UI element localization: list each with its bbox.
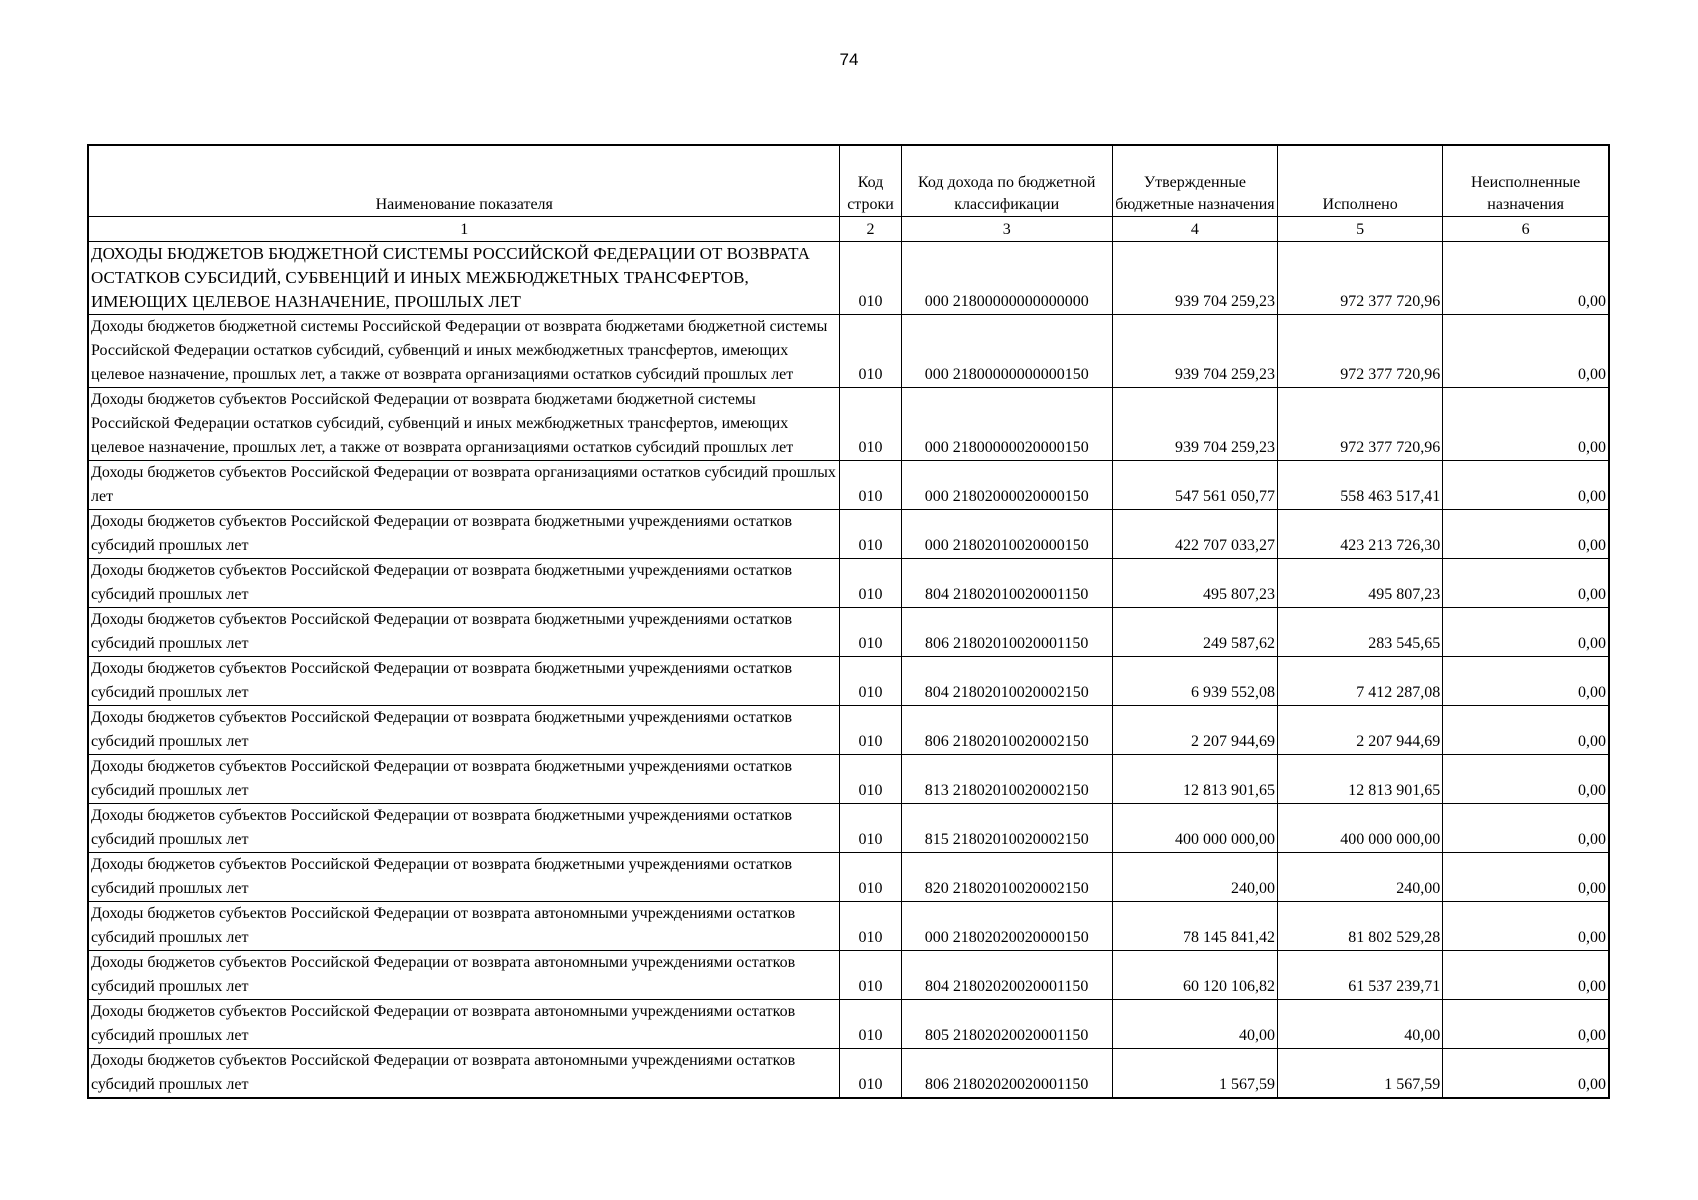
row-unexecuted: 0,00 [1443,755,1609,804]
row-line-code: 010 [840,608,901,657]
row-income-code: 000 21802020020000150 [901,902,1112,951]
row-name: Доходы бюджетов субъектов Российской Федерации от возврата бюджетными учреждениями остатков субсидий прошлых лет [88,657,840,706]
row-approved: 40,00 [1112,1000,1277,1049]
row-unexecuted: 0,00 [1443,951,1609,1000]
row-executed: 61 537 239,71 [1278,951,1443,1000]
row-income-code: 000 21802000020000150 [901,461,1112,510]
header-name: Наименование показателя [88,145,840,217]
row-line-code: 010 [840,706,901,755]
row-income-code: 815 21802010020002150 [901,804,1112,853]
row-unexecuted: 0,00 [1443,1049,1609,1099]
column-number: 3 [901,217,1112,242]
row-income-code: 804 21802020020001150 [901,951,1112,1000]
header-row [88,145,1609,217]
table-row [88,853,1609,902]
row-income-code: 000 21800000000000000 [901,242,1112,315]
table-row [88,315,1609,388]
row-name: Доходы бюджетов субъектов Российской Федерации от возврата организациями остатков субсидий прошлых лет [88,461,840,510]
row-income-code: 820 21802010020002150 [901,853,1112,902]
column-number-row [88,217,1609,242]
row-approved: 249 587,62 [1112,608,1277,657]
row-income-code: 000 21802010020000150 [901,510,1112,559]
row-executed: 240,00 [1278,853,1443,902]
row-unexecuted: 0,00 [1443,902,1609,951]
table-row [88,657,1609,706]
row-line-code: 010 [840,853,901,902]
row-unexecuted: 0,00 [1443,1000,1609,1049]
row-line-code: 010 [840,755,901,804]
table-row [88,388,1609,461]
row-income-code: 805 21802020020001150 [901,1000,1112,1049]
row-line-code: 010 [840,1049,901,1099]
table-body [88,242,1609,1099]
row-executed: 40,00 [1278,1000,1443,1049]
page-number: 74 [839,50,859,69]
row-executed: 423 213 726,30 [1278,510,1443,559]
row-name: Доходы бюджетов субъектов Российской Федерации от возврата автономными учреждениями остатков субсидий прошлых лет [88,951,840,1000]
row-line-code: 010 [840,388,901,461]
row-name: ДОХОДЫ БЮДЖЕТОВ БЮДЖЕТНОЙ СИСТЕМЫ РОССИЙСКОЙ ФЕДЕРАЦИИ ОТ ВОЗВРАТА ОСТАТКОВ СУБСИДИЙ, СУБВЕНЦИЙ И ИНЫХ МЕЖБЮДЖЕТНЫХ ТРАНСФЕРТОВ, ИМЕЮЩИХ ЦЕЛЕВОЕ НАЗНАЧЕНИЕ, ПРОШЛЫХ ЛЕТ [88,242,840,315]
row-line-code: 010 [840,1000,901,1049]
row-name: Доходы бюджетов субъектов Российской Федерации от возврата бюджетными учреждениями остатков субсидий прошлых лет [88,608,840,657]
row-line-code: 010 [840,804,901,853]
table-row [88,608,1609,657]
row-approved: 6 939 552,08 [1112,657,1277,706]
table-row [88,902,1609,951]
row-executed: 972 377 720,96 [1278,315,1443,388]
row-unexecuted: 0,00 [1443,608,1609,657]
row-unexecuted: 0,00 [1443,559,1609,608]
row-approved: 78 145 841,42 [1112,902,1277,951]
row-executed: 972 377 720,96 [1278,388,1443,461]
row-unexecuted: 0,00 [1443,388,1609,461]
row-executed: 972 377 720,96 [1278,242,1443,315]
row-executed: 2 207 944,69 [1278,706,1443,755]
table-row [88,706,1609,755]
row-executed: 1 567,59 [1278,1049,1443,1099]
table-row [88,755,1609,804]
header-approved: Утвержденные бюджетные назначения [1112,145,1277,217]
table-row [88,804,1609,853]
row-line-code: 010 [840,657,901,706]
row-approved: 400 000 000,00 [1112,804,1277,853]
row-executed: 81 802 529,28 [1278,902,1443,951]
row-executed: 283 545,65 [1278,608,1443,657]
row-approved: 939 704 259,23 [1112,315,1277,388]
column-number: 5 [1278,217,1443,242]
row-approved: 422 707 033,27 [1112,510,1277,559]
row-name: Доходы бюджетов субъектов Российской Федерации от возврата автономными учреждениями остатков субсидий прошлых лет [88,902,840,951]
row-name: Доходы бюджетов субъектов Российской Федерации от возврата бюджетами бюджетной системы Российской Федерации остатков субсидий, субвенций и иных межбюджетных трансфертов, имеющих целевое назначение, прошлых лет, а также от возврата организациями остатков субсидий прошлых лет [88,388,840,461]
row-income-code: 806 21802010020002150 [901,706,1112,755]
row-executed: 12 813 901,65 [1278,755,1443,804]
row-approved: 939 704 259,23 [1112,388,1277,461]
row-line-code: 010 [840,315,901,388]
row-executed: 495 807,23 [1278,559,1443,608]
column-number: 4 [1112,217,1277,242]
row-executed: 400 000 000,00 [1278,804,1443,853]
row-name: Доходы бюджетов субъектов Российской Федерации от возврата бюджетными учреждениями остатков субсидий прошлых лет [88,804,840,853]
row-name: Доходы бюджетов субъектов Российской Федерации от возврата бюджетными учреждениями остатков субсидий прошлых лет [88,706,840,755]
row-unexecuted: 0,00 [1443,657,1609,706]
row-income-code: 000 21800000000000150 [901,315,1112,388]
column-number: 6 [1443,217,1609,242]
row-unexecuted: 0,00 [1443,461,1609,510]
row-line-code: 010 [840,461,901,510]
row-name: Доходы бюджетов субъектов Российской Федерации от возврата бюджетными учреждениями остатков субсидий прошлых лет [88,755,840,804]
row-approved: 939 704 259,23 [1112,242,1277,315]
row-income-code: 000 21800000020000150 [901,388,1112,461]
column-number: 1 [88,217,840,242]
column-number: 2 [840,217,901,242]
row-name: Доходы бюджетов субъектов Российской Федерации от возврата бюджетными учреждениями остатков субсидий прошлых лет [88,559,840,608]
header-income-code: Код дохода по бюджетной классификации [901,145,1112,217]
row-approved: 1 567,59 [1112,1049,1277,1099]
row-line-code: 010 [840,559,901,608]
table-row [88,1000,1609,1049]
row-income-code: 806 21802010020001150 [901,608,1112,657]
row-line-code: 010 [840,242,901,315]
row-name: Доходы бюджетов субъектов Российской Федерации от возврата автономными учреждениями остатков субсидий прошлых лет [88,1049,840,1099]
row-unexecuted: 0,00 [1443,242,1609,315]
header-executed: Исполнено [1278,145,1443,217]
table-row [88,510,1609,559]
row-income-code: 806 21802020020001150 [901,1049,1112,1099]
row-unexecuted: 0,00 [1443,804,1609,853]
row-line-code: 010 [840,902,901,951]
row-unexecuted: 0,00 [1443,315,1609,388]
table-row [88,242,1609,315]
row-line-code: 010 [840,951,901,1000]
table-row [88,461,1609,510]
row-name: Доходы бюджетов субъектов Российской Федерации от возврата бюджетными учреждениями остатков субсидий прошлых лет [88,853,840,902]
row-name: Доходы бюджетов субъектов Российской Федерации от возврата бюджетными учреждениями остатков субсидий прошлых лет [88,510,840,559]
row-approved: 12 813 901,65 [1112,755,1277,804]
table-row [88,951,1609,1000]
row-approved: 240,00 [1112,853,1277,902]
income-report-table [87,144,1610,1099]
row-approved: 495 807,23 [1112,559,1277,608]
row-name: Доходы бюджетов субъектов Российской Федерации от возврата автономными учреждениями остатков субсидий прошлых лет [88,1000,840,1049]
header-unexecuted: Неисполненные назначения [1443,145,1609,217]
table-row [88,559,1609,608]
row-income-code: 804 21802010020002150 [901,657,1112,706]
row-executed: 558 463 517,41 [1278,461,1443,510]
row-name: Доходы бюджетов бюджетной системы Российской Федерации от возврата бюджетами бюджетной системы Российской Федерации остатков субсидий, субвенций и иных межбюджетных трансфертов, имеющих целевое назначение, прошлых лет, а также от возврата организациями остатков субсидий прошлых лет [88,315,840,388]
row-income-code: 813 21802010020002150 [901,755,1112,804]
row-unexecuted: 0,00 [1443,510,1609,559]
row-approved: 547 561 050,77 [1112,461,1277,510]
row-unexecuted: 0,00 [1443,853,1609,902]
table-row [88,1049,1609,1099]
row-approved: 2 207 944,69 [1112,706,1277,755]
row-line-code: 010 [840,510,901,559]
row-income-code: 804 21802010020001150 [901,559,1112,608]
row-executed: 7 412 287,08 [1278,657,1443,706]
row-unexecuted: 0,00 [1443,706,1609,755]
row-approved: 60 120 106,82 [1112,951,1277,1000]
header-line-code: Код строки [840,145,901,217]
